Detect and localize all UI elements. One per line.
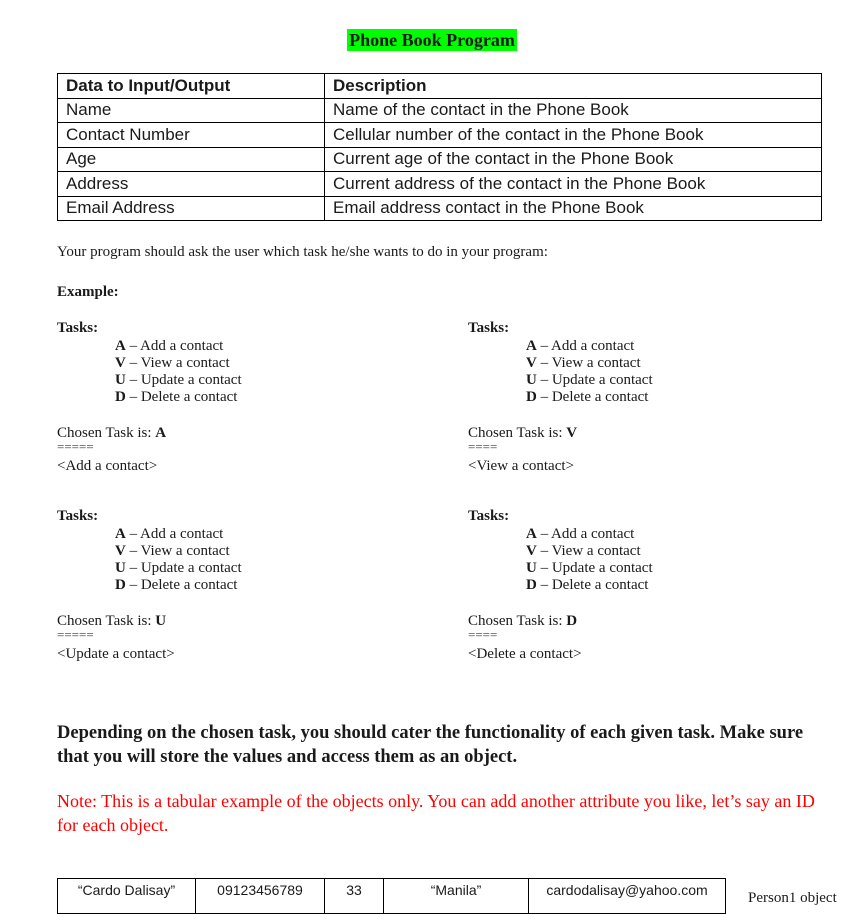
object-table bbox=[57, 878, 726, 914]
task-item: D – Delete a contact bbox=[115, 389, 238, 405]
cell: Age bbox=[58, 147, 325, 172]
chosen-task: Chosen Task is: A bbox=[57, 425, 167, 441]
spec-table bbox=[57, 73, 822, 221]
table-row bbox=[58, 172, 822, 197]
task-result: <Delete a contact> bbox=[468, 646, 582, 662]
task-result: <Add a contact> bbox=[57, 458, 158, 474]
example-block-view bbox=[468, 320, 653, 475]
tasks-label: Tasks: bbox=[468, 508, 510, 524]
page-title: Phone Book Program bbox=[349, 30, 515, 50]
object-cell-name: “Cardo Dalisay” bbox=[58, 879, 196, 914]
task-item: U – Update a contact bbox=[115, 372, 242, 388]
example-block-delete bbox=[468, 508, 653, 663]
tasks-label: Tasks: bbox=[57, 320, 99, 336]
table-row bbox=[58, 98, 822, 123]
task-item: D – Delete a contact bbox=[115, 577, 238, 593]
cell: Current age of the contact in the Phone Book bbox=[325, 147, 822, 172]
task-item: D – Delete a contact bbox=[526, 577, 649, 593]
task-item: V – View a contact bbox=[115, 543, 230, 559]
task-item: V – View a contact bbox=[115, 355, 230, 371]
header-description: Description bbox=[325, 74, 822, 99]
task-item: A – Add a contact bbox=[115, 338, 224, 354]
task-item: A – Add a contact bbox=[526, 526, 635, 542]
object-cell-email: cardodalisay@yahoo.com bbox=[529, 879, 726, 914]
cell: Cellular number of the contact in the Phone Book bbox=[325, 123, 822, 148]
chosen-task: Chosen Task is: V bbox=[468, 425, 578, 441]
task-result: <View a contact> bbox=[468, 458, 574, 474]
task-item: A – Add a contact bbox=[526, 338, 635, 354]
underline: ==== bbox=[468, 627, 498, 642]
task-item: U – Update a contact bbox=[115, 560, 242, 576]
task-result: <Update a contact> bbox=[57, 646, 175, 662]
cell: Name of the contact in the Phone Book bbox=[325, 98, 822, 123]
task-item: V – View a contact bbox=[526, 543, 641, 559]
underline: ==== bbox=[468, 439, 498, 454]
table-header-row bbox=[58, 74, 822, 99]
example-label: Example: bbox=[57, 284, 119, 300]
example-block-update bbox=[57, 508, 242, 663]
table-row bbox=[58, 196, 822, 221]
cell: Email Address bbox=[58, 196, 325, 221]
chosen-task: Chosen Task is: U bbox=[57, 613, 167, 629]
object-cell-address: “Manila” bbox=[384, 879, 529, 914]
cell: Current address of the contact in the Phone Book bbox=[325, 172, 822, 197]
table-row bbox=[58, 123, 822, 148]
underline: ===== bbox=[57, 627, 94, 642]
instruction-text: Depending on the chosen task, you should cater the functionality of each given task. Make sure that you will store the values and access them as an object. bbox=[57, 723, 804, 767]
object-cell-number: 09123456789 bbox=[196, 879, 325, 914]
cell: Contact Number bbox=[58, 123, 325, 148]
task-item: A – Add a contact bbox=[115, 526, 224, 542]
tasks-label: Tasks: bbox=[468, 320, 510, 336]
object-cell-age: 33 bbox=[325, 879, 384, 914]
note-text: Note: This is a tabular example of the objects only. You can add another attribute you like, let’s say an ID for each object. bbox=[57, 791, 815, 835]
chosen-task: Chosen Task is: D bbox=[468, 613, 578, 629]
cell: Address bbox=[58, 172, 325, 197]
header-data: Data to Input/Output bbox=[58, 74, 325, 99]
table-row bbox=[58, 879, 726, 914]
example-block-add bbox=[57, 320, 242, 475]
table-row bbox=[58, 147, 822, 172]
object-label: Person1 object bbox=[748, 890, 837, 906]
task-item: U – Update a contact bbox=[526, 560, 653, 576]
task-item: V – View a contact bbox=[526, 355, 641, 371]
underline: ===== bbox=[57, 439, 94, 454]
cell: Email address contact in the Phone Book bbox=[325, 196, 822, 221]
intro-text: Your program should ask the user which task he/she wants to do in your program: bbox=[57, 244, 548, 260]
task-item: U – Update a contact bbox=[526, 372, 653, 388]
tasks-label: Tasks: bbox=[57, 508, 99, 524]
task-item: D – Delete a contact bbox=[526, 389, 649, 405]
cell: Name bbox=[58, 98, 325, 123]
